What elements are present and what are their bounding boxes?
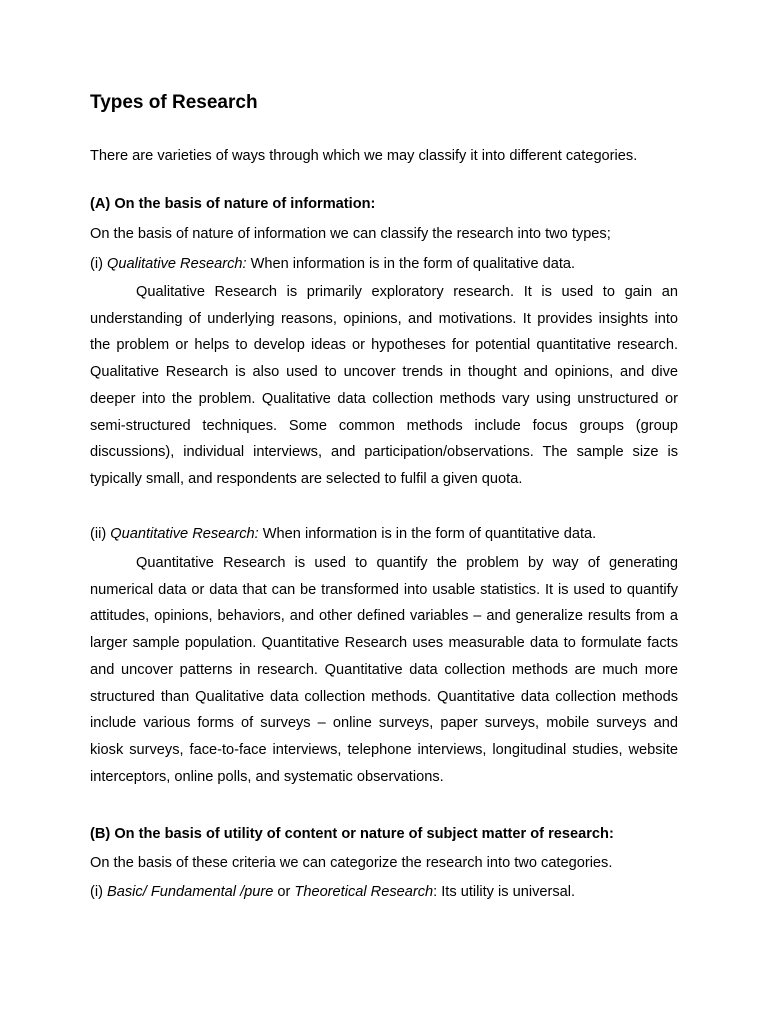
basic-research-item-joiner: or: [273, 884, 295, 900]
qualitative-item-text: When information is in the form of qualitative data.: [246, 256, 576, 272]
basic-research-item-line: [90, 882, 575, 902]
section-a-lead: On the basis of nature of information we can classify the research into two types;: [90, 226, 611, 242]
section-b-heading: (B) On the basis of utility of content or nature of subject matter of research:: [90, 826, 614, 842]
section-a-heading: (A) On the basis of nature of information:: [90, 196, 376, 212]
quantitative-item-text: When information is in the form of quantitative data.: [258, 526, 597, 542]
quantitative-item-label: Quantitative Research:: [110, 526, 259, 542]
qualitative-item-label: Qualitative Research:: [107, 256, 247, 272]
quantitative-item-prefix: (ii): [90, 526, 111, 542]
qualitative-item-prefix: (i): [90, 256, 108, 272]
basic-research-item-text: : Its utility is universal.: [433, 884, 576, 900]
quantitative-item-line: [90, 524, 596, 544]
qualitative-paragraph: Qualitative Research is primarily exploratory research. It is used to gain an understanding of underlying reasons, opinions, and motivations. It provides insights into the problem or helps to develop ideas or hypotheses for potential quantitative research. Qualitative Research is also used to uncover trends in thought and opinions, and dive deeper into the problem. Qualitative data collection methods vary using unstructured or semi-structured techniques. Some common methods include focus groups (group discussions), individual interviews, and participation/observations. The sample size is typically small, and respondents are selected to fulfil a given quota.: [90, 284, 678, 487]
quantitative-paragraph: Quantitative Research is used to quantify the problem by way of generating numerical data or data that can be transformed into usable statistics. It is used to quantify attitudes, opinions, behaviors, and other defined variables – and generalize results from a larger sample population. Quantitative Research uses measurable data to formulate facts and uncover patterns in research. Quantitative data collection methods are much more structured than Qualitative data collection methods. Quantitative data collection methods include various forms of surveys – online surveys, paper surveys, mobile surveys and kiosk surveys, face-to-face interviews, telephone interviews, longitudinal studies, website interceptors, online polls, and systematic observations.: [90, 555, 678, 785]
basic-research-item-prefix: (i): [90, 884, 108, 900]
intro-text: There are varieties of ways through which we may classify it into different categories.: [90, 148, 638, 164]
basic-research-item-label: Basic/ Fundamental /pure: [107, 884, 274, 900]
page-title: Types of Research: [90, 92, 258, 113]
theoretical-research-label: Theoretical Research: [294, 884, 434, 900]
qualitative-item-line: [90, 254, 575, 274]
section-b-lead: On the basis of these criteria we can categorize the research into two categories.: [90, 855, 613, 871]
